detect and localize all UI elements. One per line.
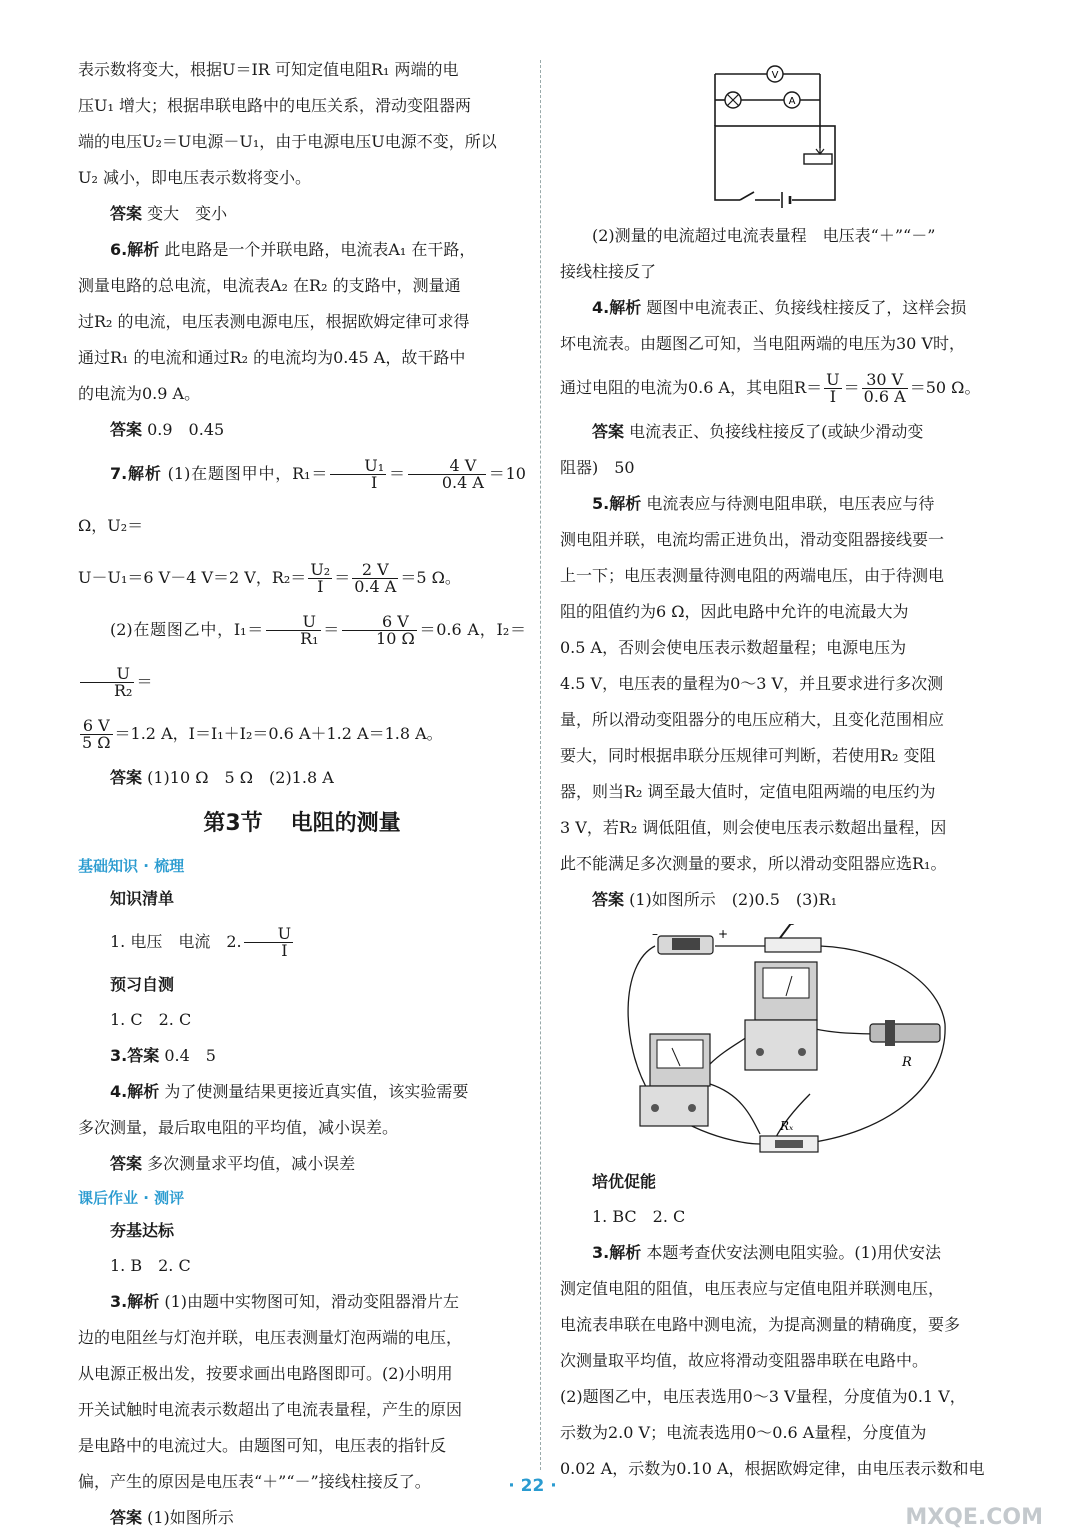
fraction: $\frac{6 V}{10 \Omega}$ [342,614,417,647]
answer-text: 变大 变小 [147,204,228,223]
battery-box-icon [652,927,728,954]
text-line: 1. BC 2. C [592,1207,686,1226]
question-7-line-1: 7.解析 (1)在题图甲中，R₁＝ $\frac{\text{U₁}}{I}$ ＝ $\frac{4 V}{0.4 A}$ ＝10 Ω，U₂＝ [78,456,526,535]
answer-homework-3: 答案 (1)如图所示 [110,1508,234,1527]
text-line: 器，则当R₂ 调至最大值时，定值电阻两端的电压约为 [560,782,936,801]
text-line: 偏，产生的原因是电压表“＋”“－”接线柱接反了。 [78,1472,431,1491]
svg-text:V: V [771,70,779,81]
fraction: $\frac{\text{U₁}}{I}$ [330,458,386,491]
subheading: 知识清单 [110,889,175,908]
text-line: 过R₂ 的电流，电压表测电源电压，根据欧姆定律可求得 [78,312,470,331]
fraction: $\frac{2 V}{0.4 A}$ [354,560,397,596]
answer-label: 答案 [110,768,143,787]
answer-label: 答案 [110,420,143,439]
text: 此电路是一个并联电路，电流表A₁ 在干路， [164,240,476,259]
text-line: (2)题图乙中，电压表选用0～3 V量程，分度值为0.1 V， [560,1387,966,1406]
watermark-logo [893,1468,1043,1530]
text-line: 次测量取平均值，故应将滑动变阻器串联在电路中。 [560,1351,929,1370]
answer-preview-4: 答案 多次测量求平均值，减小误差 [110,1154,356,1173]
subheading: 预习自测 [110,975,175,994]
answer-7 [78,760,526,796]
text-line: (2)测量的电流超过电流表量程 电压表“＋”“－” [592,226,936,245]
text-line: 开关试触时电流表示数超出了电流表量程，产生的原因 [78,1400,463,1419]
fraction: $\frac{U}{I}$ [826,370,840,406]
question-number: 6. [110,240,128,259]
analysis-label: 解析 [127,464,162,483]
subheading: 夯基达标 [110,1221,175,1240]
analysis-label: 解析 [127,240,160,259]
question-5: 5.解析 电流表应与待测电阻串联，电压表应与待 [592,494,935,513]
rheostat-icon [804,148,832,164]
text-line: 示数为2.0 V；电流表选用0～0.6 A量程，分度值为 [560,1423,927,1442]
text-line: 阻器) 50 [560,458,635,477]
text-line: 端的电压U₂＝U电源－U₁，由于电源电压U电源不变，所以 [78,132,497,151]
text-line: 压U₁ 增大；根据串联电路中的电压关系，滑动变阻器两 [78,96,471,115]
answer-text: 0.9 0.45 [147,420,225,439]
question-u3: 3.解析 本题考查伏安法测电阻实验。(1)用伏安法 [592,1243,941,1262]
fraction: $\frac{6 V}{5 \Omega}$ [82,716,111,752]
svg-text:+: + [718,927,729,941]
answer-5 [78,196,526,232]
voltmeter-icon [767,66,783,82]
right-column [560,58,1000,1487]
svg-text:R: R [902,1055,912,1070]
switch-icon [740,192,755,200]
subheading: 培优促能 [592,1172,657,1191]
text-line: 0.5 A，否则会使电压表示数超量程；电源电压为 [560,638,907,657]
text-line: 上一下；电压表测量待测电阻的两端电压，由于待测电 [560,566,945,585]
text-line: 边的电阻丝与灯泡并联，电压表测量灯泡两端的电压， [78,1328,463,1347]
preview-4: 4.解析 为了使测量结果更接近真实值，该实验需要 [110,1082,469,1101]
text-line: 1. C 2. C [110,1010,192,1029]
text-line: U₂ 减小，即电压表示数将变小。 [78,168,311,187]
question-number: 7. [110,464,128,483]
answer-5: 答案 (1)如图所示 (2)0.5 (3)R₁ [592,890,838,909]
svg-text:A: A [788,96,796,107]
answer-text: (1)10 Ω 5 Ω (2)1.8 A [147,768,334,787]
battery-icon [780,192,792,208]
text-line: 是电路中的电流过大。由题图可知，电压表的指针反 [78,1436,447,1455]
switch-base-icon [765,924,821,952]
section-heading-homework: 课后作业 · 测评 [78,1189,185,1207]
circuit-diagram [560,58,1000,208]
answer-6 [78,412,526,448]
text-line: 测电阻并联，电流均需正进负出，滑动变阻器接线要一 [560,530,945,549]
column-divider [540,60,541,1470]
text-line: 要大，同时根据串联分压规律可判断，若使用R₂ 变阻 [560,746,936,765]
question-4: 4.解析 题图中电流表正、负接线柱接反了，这样会损 [592,298,967,317]
rheostat-device-icon [870,1020,940,1070]
text-line: 电流表串联在电路中测电流，为提高测量的精确度，要多 [560,1315,961,1334]
text-line: 接线柱接反了 [560,262,657,281]
knowledge-line: 1. 电压 电流 2. $\frac{U}{I}$ [110,924,292,960]
voltmeter-device-icon [745,962,817,1070]
page-number: · 22 · [508,1476,557,1496]
svg-text:MXQE.COM: MXQE.COM [905,1505,1043,1530]
question-6 [78,232,526,268]
text-line: 测定值电阻的阻值，电压表应与定值电阻并联测电压， [560,1279,945,1298]
text-line: 多次测量，最后取电阻的平均值，减小误差。 [78,1118,399,1137]
answer-4: 答案 电流表正、负接线柱接反了(或缺少滑动变 [592,422,924,441]
fraction: $\frac{U}{I}$ [244,926,293,959]
lamp-icon [725,92,741,108]
preview-3: 3.答案 0.4 5 [110,1046,216,1065]
fraction: $\frac{U}{\text{R₂}}$ [80,666,134,699]
question-7-line-2: U－U₁＝6 V－4 V＝2 V，R₂＝ $\frac{\text{U₂}}{I}$ ＝ $\frac{2 V}{0.4 A}$ ＝5 Ω。 [78,560,461,596]
left-column [78,52,526,1536]
ammeter-icon [784,92,800,108]
text-line: 1. B 2. C [110,1256,191,1275]
text-line: 阻的阻值约为6 Ω，因此电路中允许的电流最大为 [560,602,909,621]
text-line: 0.02 A，示数为0.10 A，根据欧姆定律，由电压表示数和电 [560,1459,985,1478]
text-line: 4.5 V，电压表的量程为0～3 V，并且要求进行多次测 [560,674,944,693]
fraction: $\frac{30 V}{0.6 A}$ [863,370,906,406]
text-line: 坏电流表。由题图乙可知，当电阻两端的电压为30 V时， [560,334,966,353]
text-line: 此不能满足多次测量的要求，所以滑动变阻器应选R₁。 [560,854,947,873]
svg-text:Rₓ: Rₓ [780,1119,794,1133]
text-line: 3 V，若R₂ 调低阻值，则会使电压表示数超出量程，因 [560,818,947,837]
section-title: 第3节 电阻的测量 [203,811,401,836]
fraction: $\frac{U}{\text{R₁}}$ [266,614,320,647]
text-line: 通过R₁ 的电流和通过R₂ 的电流均为0.45 A，故干路中 [78,348,466,367]
section-heading-basics: 基础知识 · 梳理 [78,857,185,875]
text-line: 从电源正极出发，按要求画出电路图即可。(2)小明用 [78,1364,453,1383]
apparatus-diagram [560,924,1000,1159]
question-7-line-4: $\frac{6 V}{5 \Omega}$ ＝1.2 A，I＝I₁＋I₂＝0.6 A＋1.2 A＝1.8 A。 [82,716,443,752]
text-line: 测量电路的总电流，电流表A₂ 在R₂ 的支路中，测量通 [78,276,461,295]
fraction: $\frac{\text{U₂}}{I}$ [310,560,331,596]
text-line: 量，所以滑动变阻器分的电压应稍大，且变化范围相应 [560,710,945,729]
text-line: 的电流为0.9 A。 [78,384,201,403]
fraction: $\frac{4 V}{0.4 A}$ [408,458,486,491]
homework-3: 3.解析 (1)由题中实物图可知，滑动变阻器滑片左 [110,1292,459,1311]
answer-label: 答案 [110,204,143,223]
svg-text:–: – [652,927,658,941]
ammeter-device-icon [640,1034,710,1126]
resistor-rx-icon [760,1119,818,1152]
question-7-line-3: (2)在题图乙中，I₁＝ $\frac{U}{\text{R₁}}$ ＝ $\frac{6 V}{10 \Omega}$ ＝0.6 A，I₂＝ $\frac{U}{\text{R₂}}$ ＝ [78,604,526,708]
text: (1)在题图甲中，R₁＝ [167,464,329,483]
question-4-formula: 通过电阻的电流为0.6 A，其电阻R＝ $\frac{U}{I}$ ＝ $\frac{30 V}{0.6 A}$ ＝50 Ω。 [560,370,981,406]
text-line: 表示数将变大，根据U＝IR 可知定值电阻R₁ 两端的电 [78,60,459,79]
